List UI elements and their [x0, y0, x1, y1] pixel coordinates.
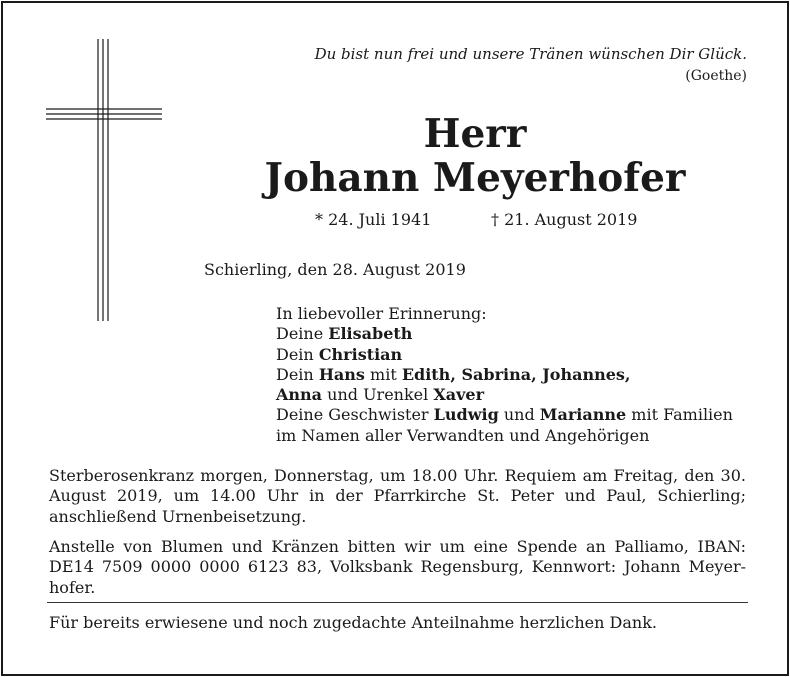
funeral-info: Sterberosenkranz morgen, Donnerstag, um 18.00 Uhr. Requiem am Freitag, den 30. August 2019, um 14.00 Uhr in der Pfarrkirche St. Peter und Paul, Schierling; anschließend Urnenbeisetzung. — [49, 466, 746, 526]
obituary-card — [1, 1, 789, 676]
motto-quote: Du bist nun frei und unsere Tränen wünschen Dir Glück. — [314, 45, 747, 63]
motto-author: (Goethe) — [685, 68, 747, 84]
divider — [47, 602, 748, 603]
mourner-line: Anna und Urenkel Xaver — [276, 385, 485, 405]
mourners-intro: In liebevoller Erinnerung: — [276, 304, 487, 323]
deceased-name: Johann Meyerhofer — [264, 155, 686, 201]
place-date: Schierling, den 28. August 2019 — [204, 260, 466, 279]
mourner-line: im Namen aller Verwandten und Angehörigen — [276, 425, 650, 445]
mourner-line: Dein Hans mit Edith, Sabrina, Johannes, — [276, 364, 631, 384]
mourner-line: Deine Geschwister Ludwig und Marianne mit Familien — [276, 405, 733, 425]
salutation: Herr — [423, 111, 527, 157]
donation-info: Anstelle von Blumen und Kränzen bitten wir um eine Spende an Palliamo, IBAN: DE14 7509 0000 0000 6123 83, Volksbank Regensburg, Kennwort: Johann Meyer-hofer. — [49, 537, 746, 597]
birth-date: * 24. Juli 1941 — [315, 210, 432, 229]
thanks-note: Für bereits erwiesene und noch zugedachte Anteilnahme herzlichen Dank. — [49, 613, 657, 632]
mourners-list — [276, 304, 733, 446]
mourner-line: Dein Christian — [276, 344, 403, 364]
death-date: † 21. August 2019 — [491, 210, 638, 229]
mourner-line: Deine Elisabeth — [276, 324, 413, 344]
